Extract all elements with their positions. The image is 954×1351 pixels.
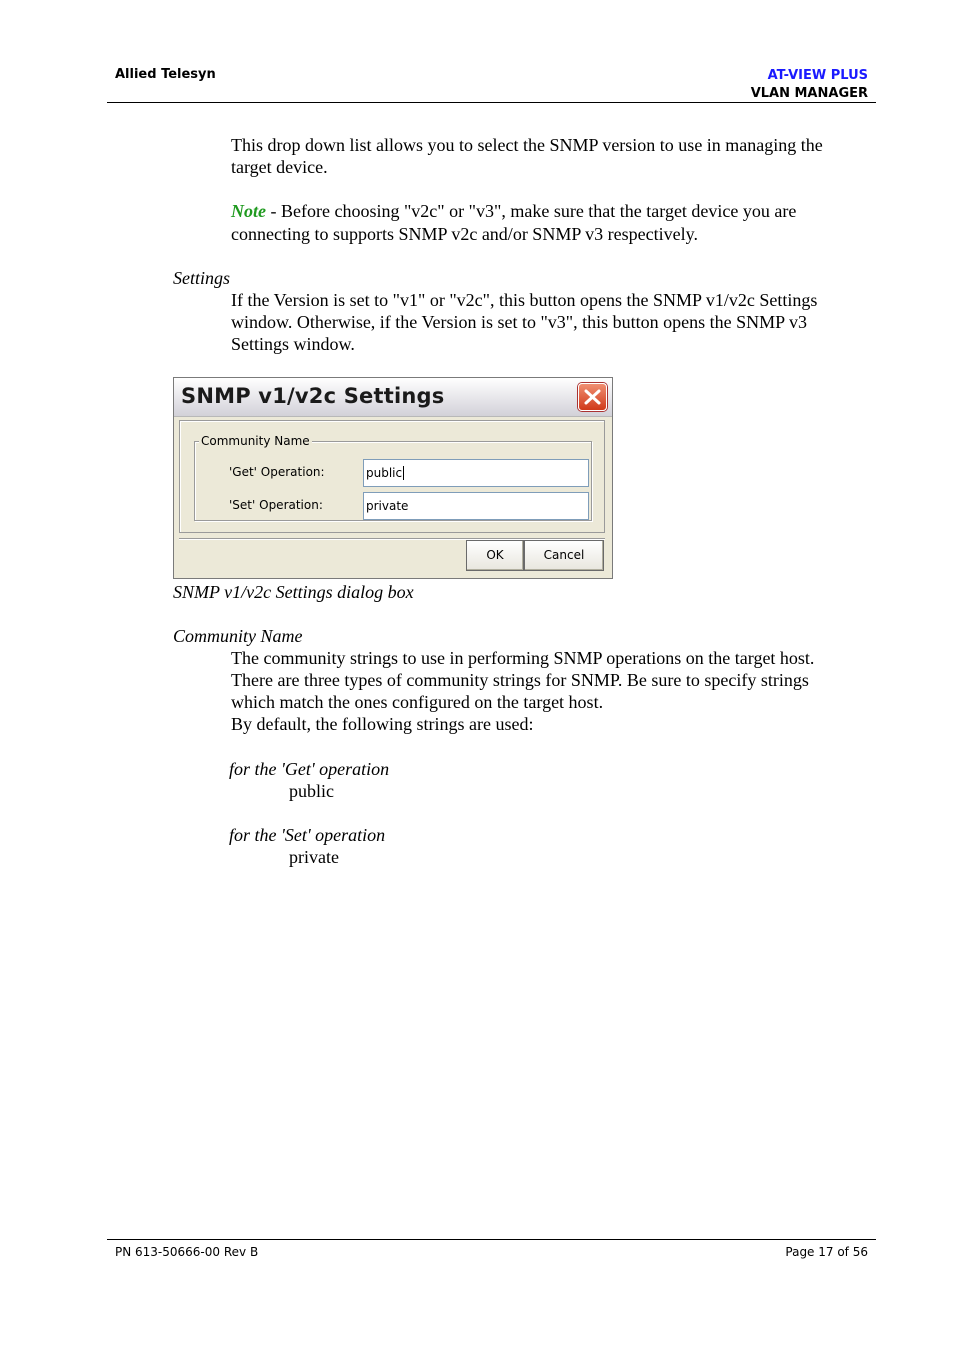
text-cursor	[403, 466, 404, 480]
footer-part-number: PN 613-50666-00 Rev B	[115, 1245, 259, 1259]
close-icon	[584, 389, 601, 405]
note-line2: connecting to supports SNMP v2c and/or SNMP v3 respectively.	[231, 224, 698, 244]
settings-line1: If the Version is set to "v1" or "v2c", this button opens the SNMP v1/v2c Settings	[231, 290, 818, 310]
community-line4: By default, the following strings are used:	[231, 714, 534, 734]
get-operation-input[interactable]	[363, 459, 589, 487]
get-operation-value: public	[366, 466, 403, 480]
close-button[interactable]	[578, 383, 607, 411]
community-line2: There are three types of community strings for SNMP. Be sure to specify strings	[231, 670, 809, 690]
note-text: - Before choosing "v2c" or "v3", make sure that the target device you are	[266, 201, 797, 221]
note-line1	[231, 200, 796, 222]
community-line1: The community strings to use in performing SNMP operations on the target host.	[231, 648, 815, 668]
set-value: private	[289, 847, 339, 867]
group-label: Community Name	[201, 434, 310, 448]
settings-line3: Settings window.	[231, 334, 355, 354]
dialog-title-bar	[174, 378, 612, 417]
para1-line2: target device.	[231, 157, 328, 177]
header-rule	[107, 102, 876, 103]
footer-rule	[107, 1239, 876, 1240]
footer-page-number: Page 17 of 56	[785, 1245, 868, 1259]
cancel-button[interactable]: Cancel	[524, 540, 604, 571]
community-name-group	[194, 434, 592, 521]
header-product	[751, 67, 868, 103]
set-operation-input[interactable]	[363, 492, 589, 520]
header-company: Allied Telesyn	[115, 67, 216, 82]
dialog-title: SNMP v1/v2c Settings	[181, 384, 445, 408]
get-operation-label: 'Get' Operation:	[229, 465, 325, 479]
settings-heading: Settings	[173, 268, 230, 288]
get-heading: for the 'Get' operation	[229, 759, 390, 779]
header-product-line1: AT-VIEW PLUS	[767, 68, 868, 83]
get-value: public	[289, 781, 334, 801]
settings-line2: window. Otherwise, if the Version is set to "v3", this button opens the SNMP v3	[231, 312, 808, 332]
figure-caption: SNMP v1/v2c Settings dialog box	[173, 582, 414, 602]
community-line3: which match the ones configured on the target host.	[231, 692, 604, 712]
para1-line1: This drop down list allows you to select the SNMP version to use in managing the	[231, 135, 823, 155]
snmp-settings-dialog	[173, 377, 613, 579]
set-operation-value: private	[366, 499, 409, 513]
set-heading: for the 'Set' operation	[229, 825, 386, 845]
dialog-panel	[179, 420, 605, 533]
header-product-line2: VLAN MANAGER	[750, 86, 868, 101]
set-operation-label: 'Set' Operation:	[229, 498, 323, 512]
note-label: Note	[231, 201, 266, 221]
community-heading: Community Name	[173, 626, 303, 646]
ok-button[interactable]: OK	[466, 540, 524, 571]
